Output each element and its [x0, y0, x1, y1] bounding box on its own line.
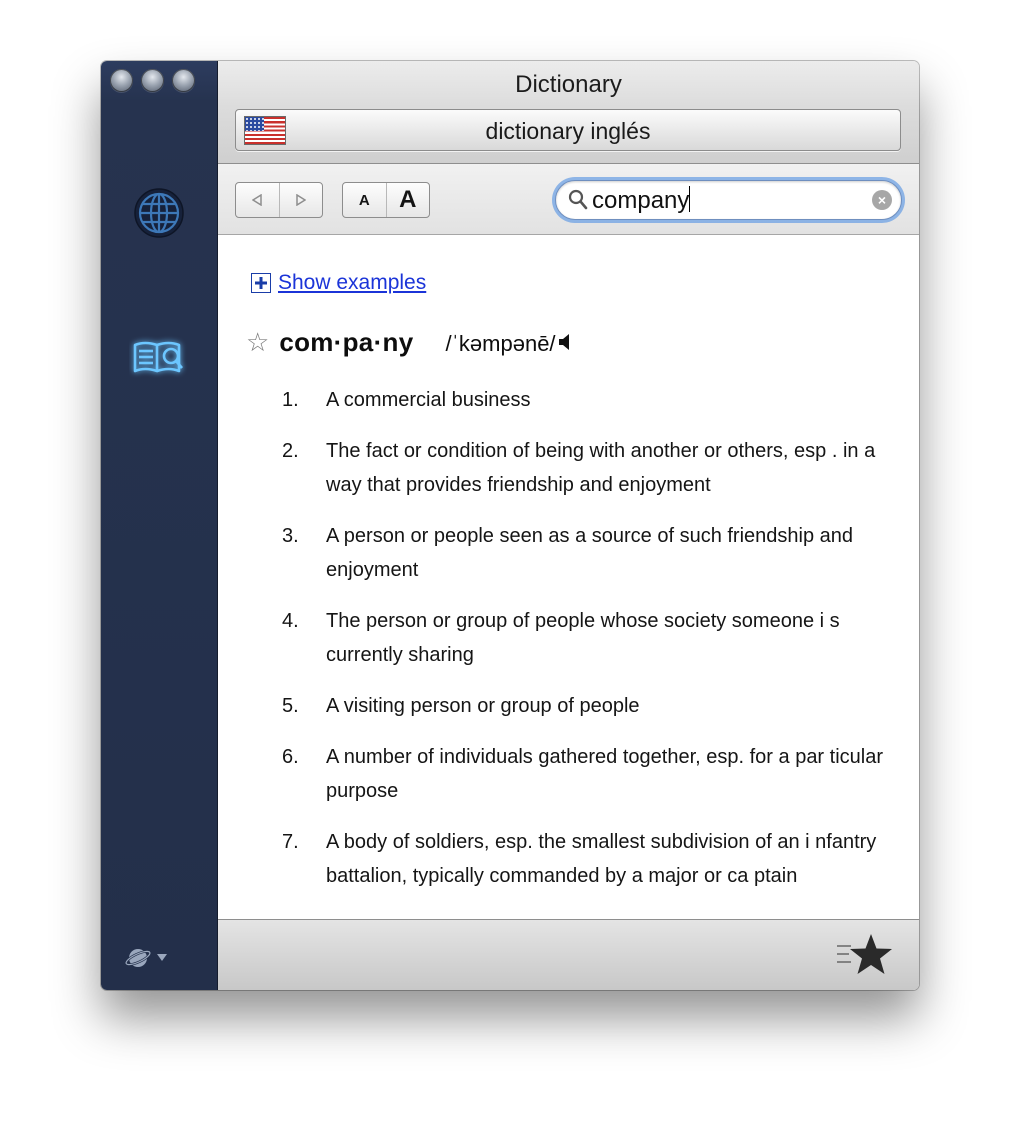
increase-font-button[interactable]: A	[386, 183, 430, 217]
zoom-window-button[interactable]	[172, 69, 195, 92]
definition-number: 4.	[282, 610, 299, 632]
definition-text: The person or group of people whose society someone i s currently sharing	[326, 610, 840, 666]
definition-number: 5.	[282, 695, 299, 717]
definition-number: 3.	[282, 525, 299, 547]
definition-text: A commercial business	[326, 389, 531, 411]
back-button[interactable]	[236, 183, 279, 217]
definition-item	[270, 519, 909, 587]
definition-item	[270, 825, 909, 893]
definition-number: 6.	[282, 746, 299, 768]
definition-item	[270, 383, 909, 417]
font-size-control	[342, 182, 430, 218]
sidebar-item-dictionary[interactable]	[126, 324, 192, 390]
show-examples-link[interactable]: Show examples	[278, 271, 427, 294]
close-window-button[interactable]	[110, 69, 133, 92]
definition-item	[270, 604, 909, 672]
definition-pane	[218, 235, 919, 919]
dictionary-selector[interactable]	[235, 109, 901, 151]
definition-text: A body of soldiers, esp. the smallest subdivision of an i nfantry battalion, typically commanded by a major or ca ptain	[326, 831, 877, 887]
toolbar	[218, 164, 919, 235]
definition-list	[270, 383, 909, 910]
history-nav	[235, 182, 323, 218]
globe-icon	[131, 185, 187, 241]
app-window	[101, 61, 919, 990]
titlebar	[218, 61, 919, 164]
plus-icon	[251, 273, 271, 293]
forward-button[interactable]	[279, 183, 323, 217]
minimize-window-button[interactable]	[141, 69, 164, 92]
window-title: Dictionary	[515, 71, 622, 98]
definition-item	[270, 434, 909, 502]
search-field[interactable]	[555, 180, 902, 220]
entry-header	[246, 327, 574, 358]
favorites-star-icon	[835, 932, 893, 978]
window-controls	[110, 69, 195, 92]
definition-item	[270, 689, 909, 723]
services-menu-button[interactable]	[125, 946, 167, 970]
search-query-text: company	[592, 187, 690, 214]
definition-text: A person or people seen as a source of such friendship and enjoyment	[326, 525, 854, 581]
search-icon	[568, 189, 588, 211]
definition-text: A visiting person or group of people	[326, 695, 640, 717]
definition-number: 7.	[282, 831, 299, 853]
definition-text: The fact or condition of being with another or others, esp . in a way that provides friendship and enjoyment	[326, 440, 876, 496]
forward-arrow-icon	[296, 194, 306, 206]
definition-number: 2.	[282, 440, 299, 462]
main-panel	[218, 61, 919, 990]
clear-search-icon[interactable]: ×	[872, 190, 892, 210]
show-examples-toggle[interactable]	[251, 271, 426, 295]
headword: com·pa·ny	[279, 327, 414, 357]
pronunciation: /ˈkəmpənē/	[445, 331, 556, 356]
text-caret	[689, 186, 690, 212]
dictionary-book-icon	[129, 331, 189, 383]
sidebar	[101, 61, 218, 990]
definition-number: 1.	[282, 389, 299, 411]
definition-item	[270, 740, 909, 808]
definition-text: A number of individuals gathered together, esp. for a par ticular purpose	[326, 746, 884, 802]
dictionary-name: dictionary inglés	[485, 118, 651, 144]
planet-icon	[125, 946, 153, 970]
decrease-font-button[interactable]: A	[358, 191, 370, 209]
favorites-button[interactable]	[835, 932, 893, 983]
favorite-star-icon[interactable]: ☆	[246, 327, 270, 357]
speaker-icon[interactable]	[558, 333, 574, 356]
bottom-bar	[218, 919, 919, 990]
search-input[interactable]	[592, 186, 690, 215]
chevron-down-icon	[157, 954, 167, 962]
sidebar-item-translate[interactable]	[126, 180, 192, 246]
back-arrow-icon	[252, 194, 262, 206]
